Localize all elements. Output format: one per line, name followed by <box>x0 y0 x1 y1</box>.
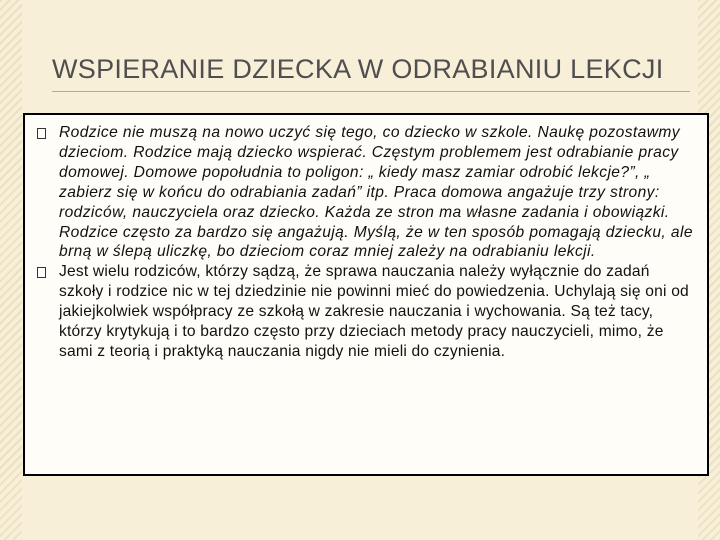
bullet-square-icon <box>37 128 46 139</box>
decorative-stripe-left <box>0 0 22 540</box>
bullet-text-2: Jest wielu rodziców, którzy sądzą, że sprawa nauczania należy wyłącznie do zadań szkoły i rodzice nic w tej dziedzinie nie powinni mieć do powiedzenia. Uchylają się oni od jakiejkolwiek współpracy ze szkołą w zakresie nauczania i wychowania. Są też tacy, którzy krytykują i to bardzo często przy dzieciach metody pracy nauczycieli, mimo, że sami z teorią i praktyką nauczania nigdy nie mieli do czynienia. <box>59 263 689 360</box>
content-box <box>23 113 709 476</box>
bullet-item-2 <box>37 262 697 362</box>
bullet-item-1 <box>37 123 697 262</box>
bullet-text-1: Rodzice nie muszą na nowo uczyć się tego, co dziecko w szkole. Naukę pozostawmy dzieciom. Rodzice mają dziecko wspierać. Częstym problemem jest odrabianie pracy domowej. Domowe popołudnia to poligon: „ kiedy masz zamiar odrobić lekcje?”, „ zabierz się w końcu do odrabiania zadań” itp. Praca domowa angażuje trzy strony: rodziców, nauczyciela oraz dziecko. Każda ze stron ma własne zadania i obowiązki. Rodzice często za bardzo się angażują. Myślą, że w ten sposób pomagają dziecku, ale brną w ślepą uliczkę, bo dzieciom coraz mniej zależy na odrabianiu lekcji. <box>59 124 693 261</box>
slide-title: WSPIERANIE DZIECKA W ODRABIANIU LEKCJI <box>52 54 664 84</box>
bullet-list <box>37 123 697 362</box>
title-divider <box>52 91 690 92</box>
bullet-square-icon <box>37 267 46 278</box>
